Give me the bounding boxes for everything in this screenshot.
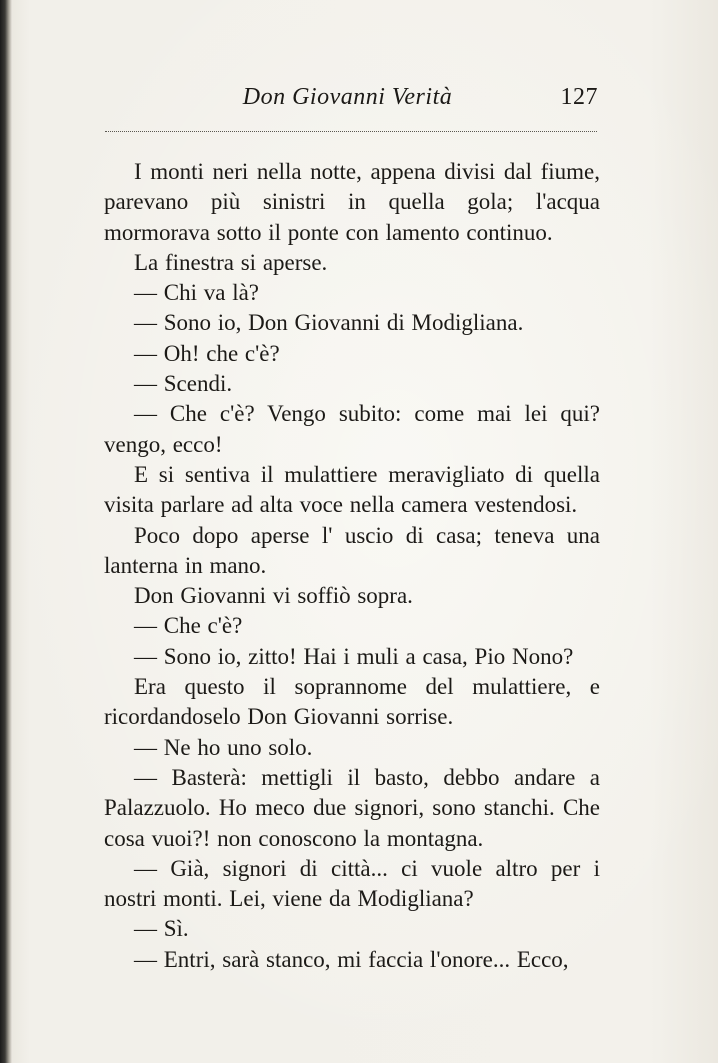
page-number: 127	[560, 84, 598, 110]
dialogue-line: — Sono io, zitto! Hai i muli a casa, Pio Nono?	[134, 643, 574, 669]
paragraph: I monti neri nella notte, appena divisi dal fiume, parevano più sinistri in quella gola; l'acqua mormorava sotto il ponte con lamento continuo.	[104, 159, 600, 245]
page-binding-edge	[0, 0, 12, 1063]
paragraph: La finestra si aperse.	[134, 249, 328, 275]
dialogue-line: — Scendi.	[134, 371, 233, 397]
dialogue-line: — Sì.	[134, 916, 189, 942]
paragraph: Era questo il soprannome del mulattiere, e ricordandoselo Don Giovanni sorrise.	[104, 674, 600, 730]
dialogue-line: — Che c'è?	[134, 613, 243, 639]
dialogue-line: — Oh! che c'è?	[134, 340, 280, 366]
dialogue-line: — Entri, sarà stanco, mi faccia l'onore... Ecco,	[134, 946, 569, 972]
running-head-title: Don Giovanni Verità	[242, 84, 453, 110]
dialogue-line: — Che c'è? Vengo subito: come mai lei qui? vengo, ecco!	[104, 401, 600, 457]
paragraph: Poco dopo aperse l' uscio di casa; teneva una lanterna in mano.	[104, 522, 600, 578]
dialogue-line: — Sono io, Don Giovanni di Modigliana.	[134, 310, 524, 336]
running-head	[105, 84, 600, 118]
dialogue-line: — Ne ho uno solo.	[134, 734, 313, 760]
dialogue-line: — Chi va là?	[134, 280, 259, 306]
header-divider	[105, 131, 597, 132]
paragraph: Don Giovanni vi soffiò sopra.	[134, 583, 413, 609]
body-text	[104, 157, 600, 975]
dialogue-line: — Già, signori di città... ci vuole altro per i nostri monti. Lei, viene da Modigliana?	[104, 855, 600, 912]
dialogue-line: — Basterà: mettigli il basto, debbo andare a Palazzuolo. Ho meco due signori, sono stanchi. Che cosa vuoi?! non conoscono la montagna.	[104, 764, 600, 851]
paragraph: E si sentiva il mulattiere meravigliato di quella visita parlare ad alta voce nella camera vestendosi.	[104, 461, 600, 518]
